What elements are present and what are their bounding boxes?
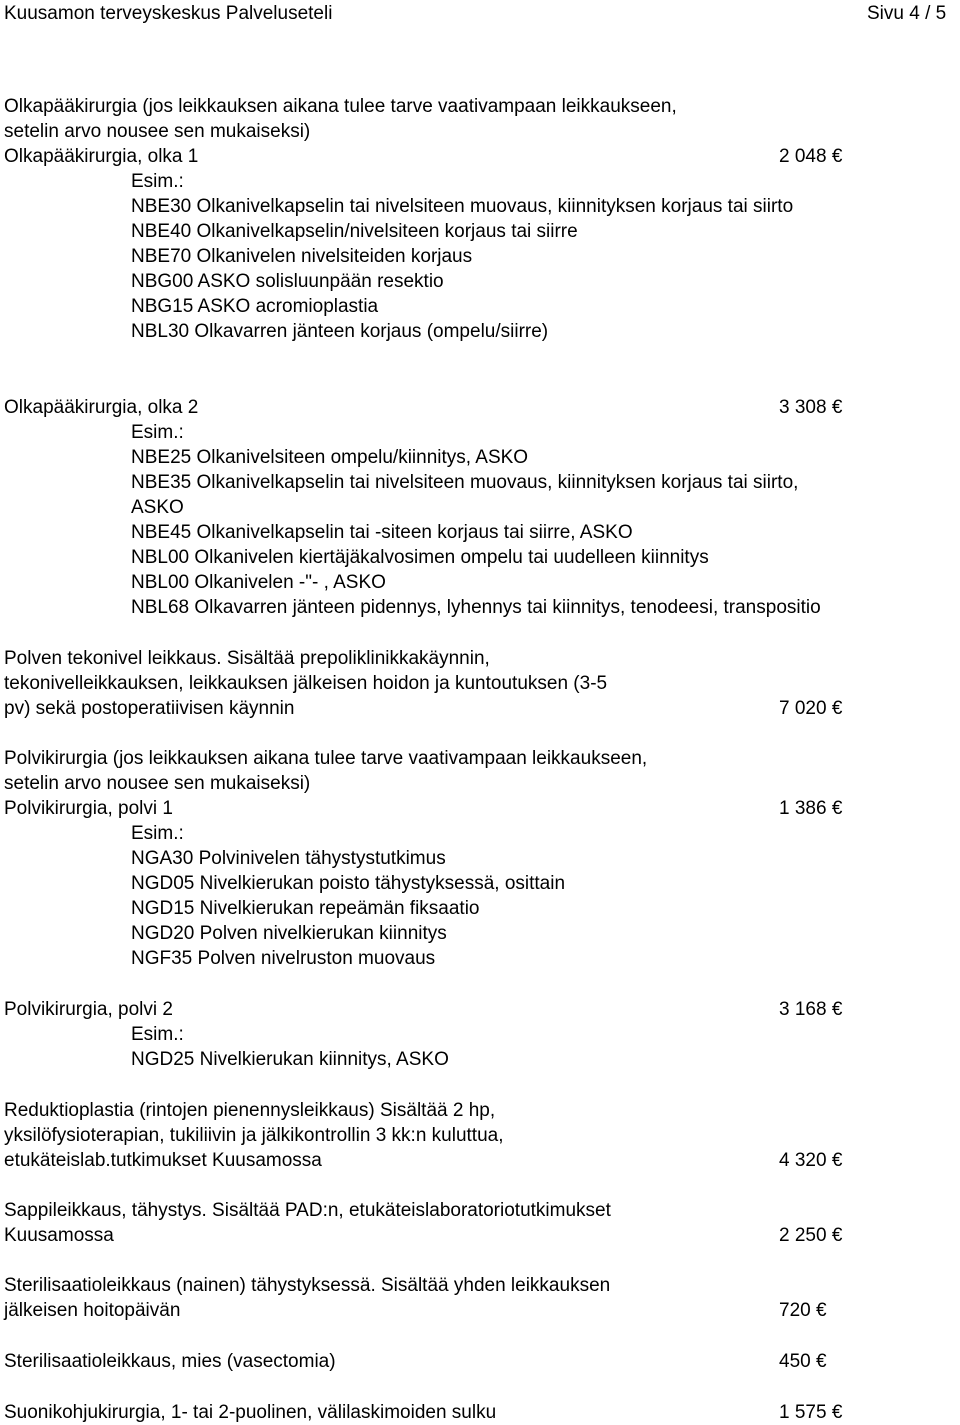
procedure-code: NBG00 ASKO solisluunpään resektio [131,271,444,292]
procedure-code: NBE30 Olkanivelkapselin tai nivelsiteen muovaus, kiinnityksen korjaus tai siirto [131,196,794,217]
price: 1 386 € [779,798,843,819]
procedure-code: NGF35 Polven nivelruston muovaus [131,948,436,969]
procedure-code: NGD20 Polven nivelkierukan kiinnitys [131,923,447,944]
price: 7 020 € [779,698,843,719]
price: 3 168 € [779,999,843,1020]
procedure-code: NGD15 Nivelkierukan repeämän fiksaatio [131,898,480,919]
text-line: setelin arvo nousee sen mukaiseksi) [4,773,311,794]
text-line: yksilöfysioterapian, tukiliivin ja jälkikontrollin 3 kk:n kuluttua, [4,1125,504,1146]
procedure-code: NBE40 Olkanivelkapselin/nivelsiteen korjaus tai siirre [131,221,578,242]
procedure-code: NBE25 Olkanivelsiteen ompelu/kiinnitys, ASKO [131,447,529,468]
example-label: Esim.: [131,422,184,443]
procedure-code: ASKO [131,497,184,518]
procedure-code: NBL00 Olkanivelen kiertäjäkalvosimen ompelu tai uudelleen kiinnitys [131,547,709,568]
procedure-code: NBE45 Olkanivelkapselin tai -siteen korjaus tai siirre, ASKO [131,522,633,543]
text-line: etukäteislab.tutkimukset Kuusamossa [4,1150,322,1171]
text-line: Polvikirurgia (jos leikkauksen aikana tulee tarve vaativampaan leikkaukseen, [4,748,648,769]
price: 1 575 € [779,1402,843,1423]
text-line: Olkapääkirurgia (jos leikkauksen aikana tulee tarve vaativampaan leikkaukseen, [4,96,677,117]
example-label: Esim.: [131,823,184,844]
procedure-code: NBE70 Olkanivelen nivelsiteiden korjaus [131,246,473,267]
service-title: Suonikohjukirurgia, 1- tai 2-puolinen, välilaskimoiden sulku [4,1402,497,1423]
procedure-code: NBL30 Olkavarren jänteen korjaus (ompelu/siirre) [131,321,549,342]
price: 2 048 € [779,146,843,167]
service-title: Olkapääkirurgia, olka 2 [4,397,199,418]
text-line: tekonivelleikkauksen, leikkauksen jälkeisen hoidon ja kuntoutuksen (3-5 [4,673,608,694]
procedure-code: NBG15 ASKO acromioplastia [131,296,379,317]
service-title: Olkapääkirurgia, olka 1 [4,146,199,167]
price: 720 € [779,1300,827,1321]
service-title: Polvikirurgia, polvi 1 [4,798,173,819]
price: 2 250 € [779,1225,843,1246]
example-label: Esim.: [131,171,184,192]
text-line: jälkeisen hoitopäivän [4,1300,181,1321]
example-label: Esim.: [131,1024,184,1045]
procedure-code: NBL68 Olkavarren jänteen pidennys, lyhennys tai kiinnitys, tenodeesi, transpositio [131,597,821,618]
procedure-code: NBL00 Olkanivelen -"- , ASKO [131,572,386,593]
procedure-code: NGD25 Nivelkierukan kiinnitys, ASKO [131,1049,449,1070]
service-title: Sappileikkaus, tähystys. Sisältää PAD:n, etukäteislaboratoriotutkimukset [4,1200,611,1221]
text-line: pv) sekä postoperatiivisen käynnin [4,698,295,719]
header-title: Kuusamon terveyskeskus Palveluseteli [4,3,333,24]
text-line: setelin arvo nousee sen mukaiseksi) [4,121,311,142]
service-title: Polven tekonivel leikkaus. Sisältää prepoliklinikkakäynnin, [4,648,490,669]
procedure-code: NBE35 Olkanivelkapselin tai nivelsiteen muovaus, kiinnityksen korjaus tai siirto, [131,472,799,493]
page-number: Sivu 4 / 5 [867,3,947,24]
price: 4 320 € [779,1150,843,1171]
text-line: Kuusamossa [4,1225,114,1246]
service-title: Sterilisaatioleikkaus, mies (vasectomia) [4,1351,336,1372]
service-title: Reduktioplastia (rintojen pienennysleikkaus) Sisältää 2 hp, [4,1100,496,1121]
price: 450 € [779,1351,827,1372]
service-title: Polvikirurgia, polvi 2 [4,999,173,1020]
service-title: Sterilisaatioleikkaus (nainen) tähystyksessä. Sisältää yhden leikkauksen [4,1275,611,1296]
procedure-code: NGA30 Polvinivelen tähystystutkimus [131,848,446,869]
procedure-code: NGD05 Nivelkierukan poisto tähystyksessä, osittain [131,873,566,894]
price: 3 308 € [779,397,843,418]
